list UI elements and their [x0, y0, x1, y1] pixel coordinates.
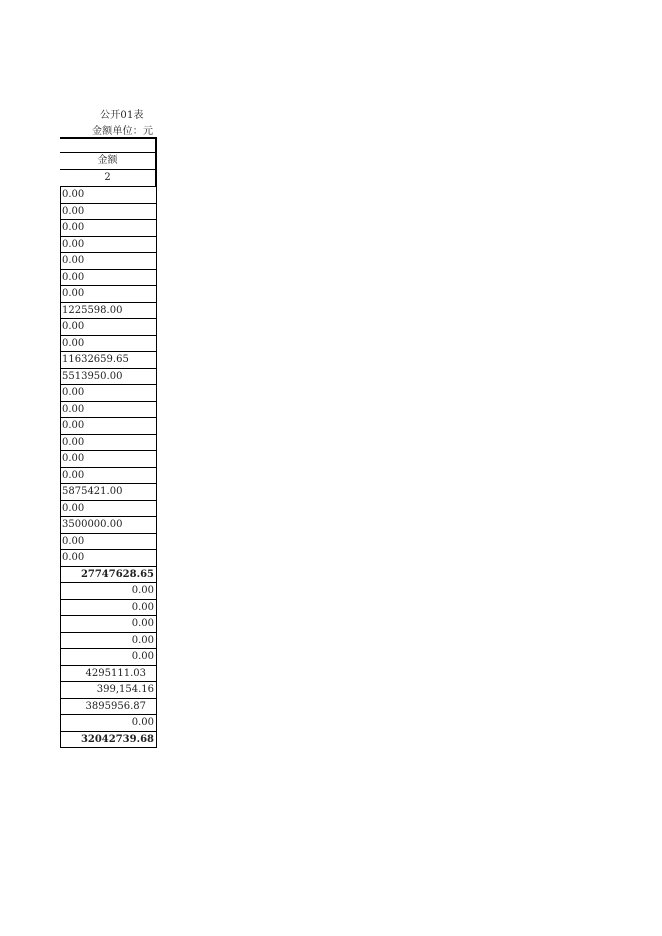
table-row: 399,154.16	[60, 682, 157, 699]
table-row: 0.00	[60, 550, 157, 567]
table-row: 0.00	[60, 204, 157, 221]
table-row: 0.00	[60, 616, 157, 633]
table-row: 0.00	[60, 270, 157, 287]
table-row: 0.00	[60, 451, 157, 468]
currency-unit: 金额单位：元	[92, 126, 154, 137]
table-row: 0.00	[60, 435, 157, 452]
form-number: 公开01表	[100, 110, 144, 121]
table-row: 0.00	[60, 534, 157, 551]
table-header-blank	[60, 137, 157, 153]
table-row: 0.00	[60, 715, 157, 732]
table-row: 0.00	[60, 336, 157, 353]
table-body	[60, 187, 157, 748]
table-row: 0.00	[60, 319, 157, 336]
table-row: 0.00	[60, 402, 157, 419]
table-row: 0.00	[60, 649, 157, 666]
column-index: 2	[60, 170, 157, 187]
table-row: 5875421.00	[60, 484, 157, 501]
table-row: 0.00	[60, 418, 157, 435]
table-row: 0.00	[60, 253, 157, 270]
table-row: 11632659.65	[60, 352, 157, 369]
table-row: 0.00	[60, 583, 157, 600]
table-row: 0.00	[60, 633, 157, 650]
table-row: 0.00	[60, 286, 157, 303]
table-row: 0.00	[60, 501, 157, 518]
amount-column-header: 金额	[60, 153, 157, 170]
table-row: 5513950.00	[60, 369, 157, 386]
table-row: 32042739.68	[60, 732, 157, 749]
table-row: 1225598.00	[60, 303, 157, 320]
amount-table	[60, 137, 157, 748]
table-row: 0.00	[60, 220, 157, 237]
table-row: 0.00	[60, 385, 157, 402]
table-row: 3895956.87	[60, 699, 157, 716]
table-row: 0.00	[60, 237, 157, 254]
table-row: 4295111.03	[60, 666, 157, 683]
table-row: 0.00	[60, 187, 157, 204]
table-row: 27747628.65	[60, 567, 157, 584]
table-row: 0.00	[60, 600, 157, 617]
table-row: 3500000.00	[60, 517, 157, 534]
table-row: 0.00	[60, 468, 157, 485]
